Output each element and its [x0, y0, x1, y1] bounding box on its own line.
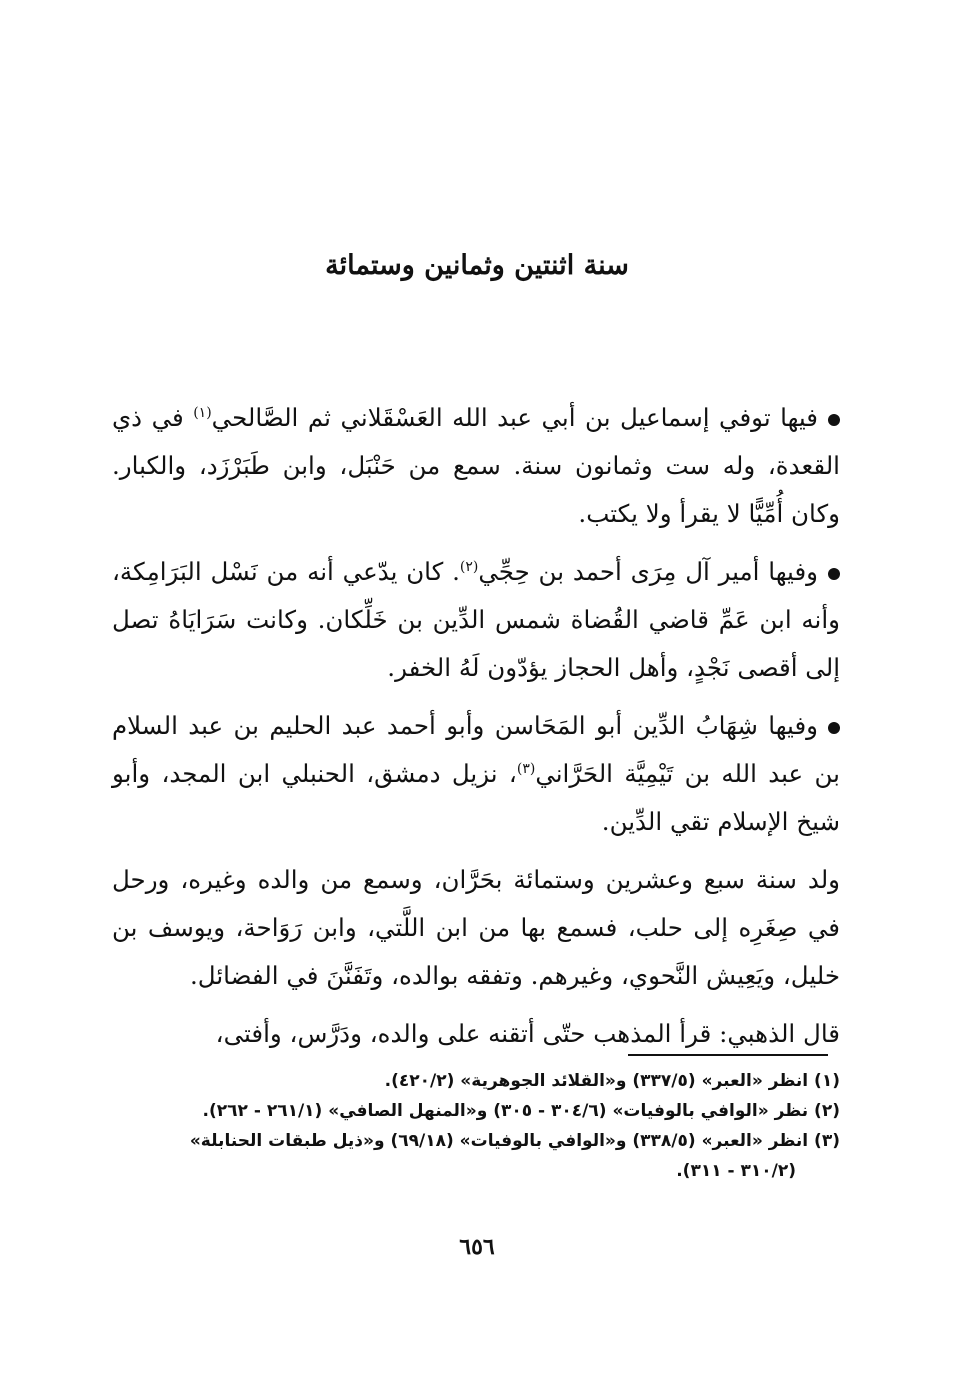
- paragraph-3-text-cont: ، نزيل دمشق، الحنبلي ابن المجد، وأبو شيخ الإسلام تقي الدِّين.: [112, 759, 840, 836]
- bullet-icon: [828, 722, 840, 734]
- paragraph-1: [112, 394, 840, 538]
- chapter-title: سنة اثنتين وثمانين وستمائة: [325, 250, 629, 281]
- footnote-3-continuation: (٣١٠/٢ - ٣١١).: [676, 1161, 796, 1181]
- paragraph-4-text: ولد سنة سبع وعشرين وستمائة بحَرَّان، وسمع من والده وغيره، ورحل في صِغَرِه إلى حلب، فسمع بها من ابن اللَّتي، وابن رَوَاحة، ويوسف بن خليل، ويَعِيش النَّحوي، وغيرهم. وتفقه بوالده، وتَفَنَّنَ في الفضائل.: [112, 865, 840, 990]
- paragraph-5-text: قال الذهبي: قرأ المذهب حتّى أتقنه على والده، ودَرَّس، وأفتى،: [215, 1019, 840, 1048]
- footnotes: [112, 1066, 840, 1186]
- footnote-divider: [628, 1054, 828, 1056]
- main-text: [112, 394, 840, 1058]
- paragraph-3: [112, 702, 840, 846]
- paragraph-2-text: وفيها أمير آل مِرَى أحمد بن حِجِّي: [478, 557, 818, 586]
- bullet-icon: [828, 414, 840, 426]
- paragraph-3-text: وفيها شِهَابُ الدِّين أبو المَحَاسن وأبو أحمد عبد الحليم بن عبد السلام بن عبد الله بن تَيْمِيَّة الحَرَّاني: [112, 711, 841, 788]
- paragraph-5: [112, 1010, 840, 1058]
- paragraph-4: [112, 856, 840, 1000]
- footnote-ref-1[interactable]: (١): [193, 404, 212, 421]
- page-number: ٦٥٦: [459, 1234, 495, 1260]
- paragraph-2: [112, 548, 840, 692]
- footnote-ref-2[interactable]: (٢): [459, 558, 479, 575]
- footnote-2: (٢) نظر «الوافي بالوفيات» (٣٠٤/٦ - ٣٠٥) و«المنهل الصافي» (٢٦١/١ - ٢٦٢).: [202, 1101, 840, 1121]
- paragraph-1-text-cont: في ذي القعدة، وله ست وثمانون سنة. سمع من حَنْبَل، وابن طَبَرْزَد، والكبار. وكان أُمِّيًّا لا يقرأ ولا يكتب.: [112, 403, 840, 528]
- paragraph-1-text: فيها توفي إسماعيل بن أبي عبد الله العَسْقَلاني ثم الصَّالحي: [211, 403, 818, 432]
- footnote-1: (١) انظر «العبر» (٣٣٧/٥) و«القلائد الجوهرية» (٤٢٠/٢).: [384, 1071, 840, 1091]
- footnote-3: (٣) انظر «العبر» (٣٣٨/٥) و«الوافي بالوفيات» (٦٩/١٨) و«ذيل طبقات الحنابلة»: [189, 1131, 840, 1151]
- bullet-icon: [828, 568, 840, 580]
- paragraph-2-text-cont: . كان يدّعي أنه من نَسْل البَرَامِكة، وأنه ابن عَمِّ قاضي القُضاة شمس الدِّين بن خَلِّكان. وكانت سَرَايَاهُ تصل إلى أقصى نَجْدٍ، وأهل الحجاز يؤدّون لَهُ الخفر.: [112, 557, 840, 682]
- footnote-ref-3[interactable]: (٣): [516, 760, 536, 777]
